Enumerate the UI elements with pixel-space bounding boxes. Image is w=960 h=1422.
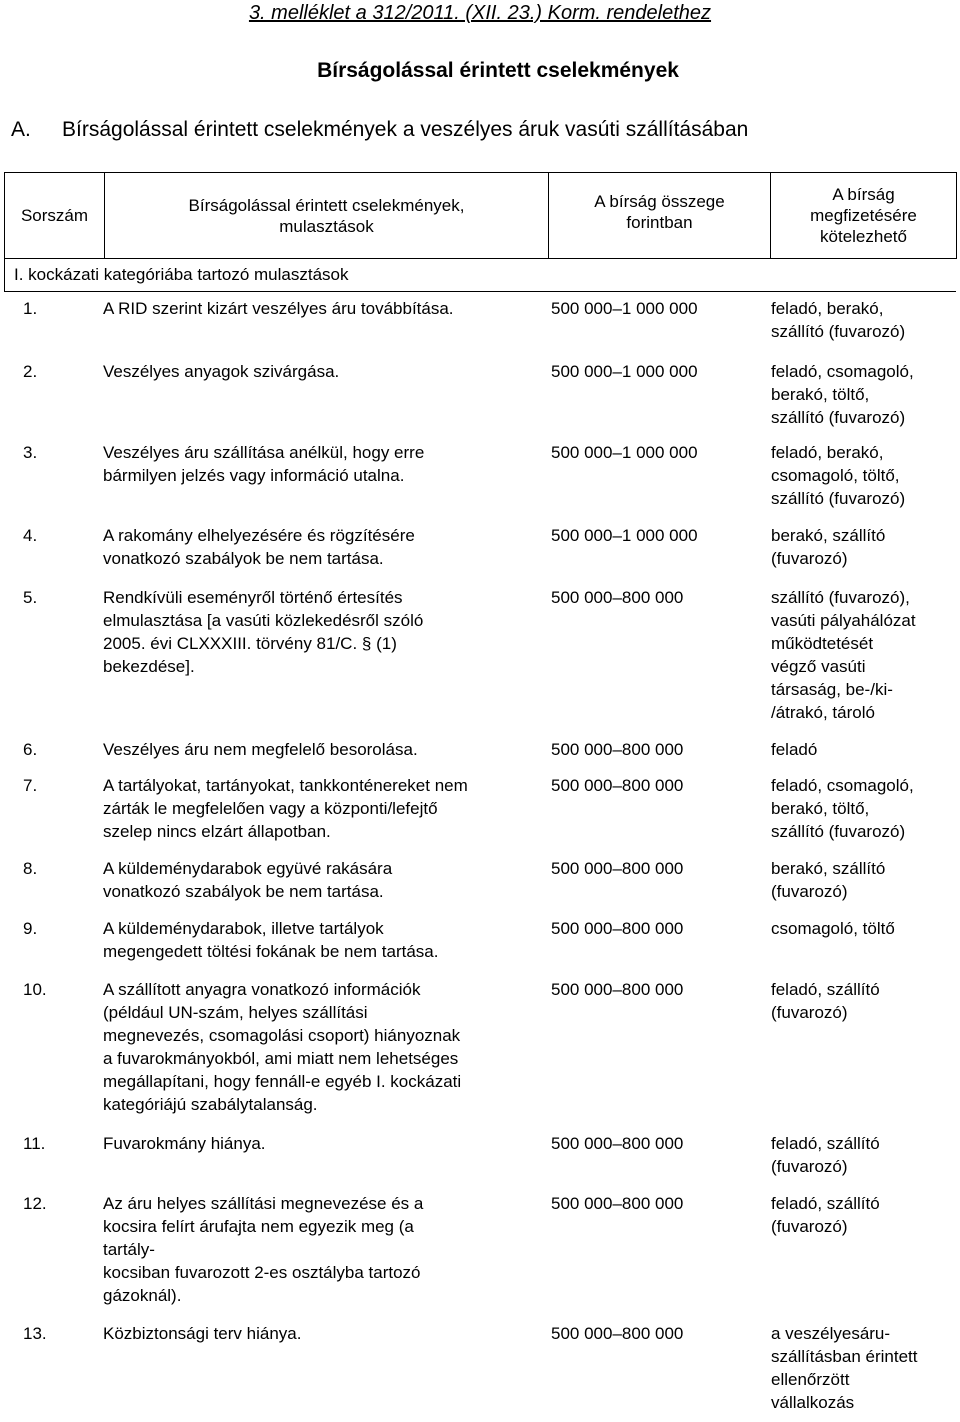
header-cell-payer [771,173,957,259]
liable-party-line: /átrakó, tároló [771,703,875,722]
description-line: kategóriájú szabálytalanság. [103,1095,318,1114]
description-line: A szállított anyagra vonatkozó információk [103,980,421,999]
description-line: gázoknál). [103,1286,182,1305]
liable-party-line: feladó, berakó, [771,299,884,318]
description-line: Fuvarokmány hiánya. [103,1134,266,1153]
liable-party-line: (fuvarozó) [771,1157,848,1176]
liable-party-line: végző vasúti [771,657,866,676]
description-line: megállapítani, hogy fennáll-e egyéb I. kockázati [103,1072,462,1091]
liable-party-line: szállító (fuvarozó), [771,588,910,607]
description-line: zárták le megfelelően vagy a központi/lefejtő [103,799,438,818]
description-line: Veszélyes áru nem megfelelő besorolása. [103,740,418,759]
row-description [103,297,547,320]
liable-party-line: berakó, szállító [771,526,886,545]
row-description [103,774,547,843]
row-number: 11. [23,1134,46,1153]
liable-party-line: feladó, csomagoló, [771,776,914,795]
liable-party-line: (fuvarozó) [771,1217,848,1236]
description-line: vonatkozó szabályok be nem tartása. [103,882,384,901]
fine-amount: 500 000–1 000 000 [551,299,698,318]
fine-amount: 500 000–1 000 000 [551,362,698,381]
row-number: 4. [23,526,38,545]
header-cell-description [105,173,549,259]
description-line: Rendkívüli eseményről történő értesítés [103,588,403,607]
header-amount-label: A bírság összege forintban [594,192,725,232]
section-letter: A. [11,118,31,141]
row-description [103,1132,547,1155]
liable-party-line: vállalkozás [771,1393,855,1412]
fine-amount: 500 000–800 000 [551,588,684,607]
row-number: 13. [23,1324,47,1343]
liable-party-line: feladó, szállító [771,1134,880,1153]
liable-party-line: (fuvarozó) [771,1003,848,1022]
description-line: megnevezés, csomagolási csoport) hiányoznak [103,1026,461,1045]
row-number: 7. [23,776,38,795]
liable-party-line: (fuvarozó) [771,549,848,568]
row-description [103,360,547,383]
liable-party [771,774,954,843]
liable-party-line: szállító (fuvarozó) [771,489,906,508]
liable-party-line: berakó, töltő, [771,799,870,818]
description-line: A küldeménydarabok együvé rakására [103,859,393,878]
row-number: 12. [23,1194,47,1213]
header-cell-number [5,173,105,259]
description-line: A RID szerint kizárt veszélyes áru továbbítása. [103,299,454,318]
description-line: Veszélyes áru szállítása anélkül, hogy erre [103,443,425,462]
fine-amount: 500 000–800 000 [551,859,684,878]
liable-party [771,917,954,940]
row-description [103,1322,547,1345]
row-number: 1. [23,299,38,318]
fine-amount: 500 000–1 000 000 [551,526,698,545]
liable-party-line: ellenőrzött [771,1370,850,1389]
row-description [103,1192,547,1307]
liable-party [771,978,954,1024]
header-cell-amount [549,173,771,259]
description-line: Veszélyes anyagok szivárgása. [103,362,340,381]
liable-party-line: feladó, csomagoló, [771,362,914,381]
liable-party [771,1322,954,1414]
fine-amount: 500 000–800 000 [551,776,684,795]
description-line: tartály- [103,1240,155,1259]
fine-amount: 500 000–800 000 [551,1194,684,1213]
description-line: a fuvarokmányokból, ami miatt nem lehetséges [103,1049,459,1068]
description-line: megengedett töltési fokának be nem tartása. [103,942,439,961]
row-number: 2. [23,362,38,381]
description-line: bekezdése]. [103,657,195,676]
liable-party [771,738,954,761]
description-line: A rakomány elhelyezésére és rögzítésére [103,526,415,545]
row-number: 5. [23,588,38,607]
liable-party-line: a veszélyesáru- [771,1324,891,1343]
description-line: szelep nincs elzárt állapotban. [103,822,331,841]
liable-party-line: szállításban érintett [771,1347,918,1366]
liable-party-line: feladó [771,740,818,759]
fine-amount: 500 000–800 000 [551,1324,684,1343]
row-description [103,586,547,678]
row-description [103,978,547,1116]
description-line: Közbiztonsági terv hiánya. [103,1324,302,1343]
row-description [103,917,547,963]
row-description [103,857,547,903]
liable-party-line: társaság, be-/ki- [771,680,893,699]
liable-party-line: feladó, berakó, [771,443,884,462]
liable-party [771,1192,954,1238]
liable-party-line: vasúti pályahálózat [771,611,916,630]
liable-party [771,441,954,510]
fine-amount: 500 000–1 000 000 [551,443,698,462]
description-line: 2005. évi CLXXXIII. törvény 81/C. § (1) [103,634,397,653]
row-description [103,524,547,570]
row-number: 9. [23,919,38,938]
fine-amount: 500 000–800 000 [551,1134,684,1153]
header-number-label: Sorszám [20,206,89,225]
description-line: vonatkozó szabályok be nem tartása. [103,549,384,568]
document-title: Bírságolással érintett cselekmények [317,59,679,82]
liable-party [771,857,954,903]
header-description-label: Bírságolással érintett cselekmények, mulasztások [188,195,465,236]
liable-party-line: szállító (fuvarozó) [771,408,906,427]
liable-party [771,586,954,724]
description-line: kocsiban fuvarozott 2-es osztályba tartozó [103,1263,421,1282]
row-description [103,738,547,761]
fine-amount: 500 000–800 000 [551,740,684,759]
row-number: 6. [23,740,38,759]
liable-party [771,524,954,570]
row-description [103,441,547,487]
liable-party-line: szállító (fuvarozó) [771,322,906,341]
fine-amount: 500 000–800 000 [551,980,684,999]
description-line: A küldeménydarabok, illetve tartályok [103,919,384,938]
liable-party-line: szállító (fuvarozó) [771,822,906,841]
liable-party-line: (fuvarozó) [771,882,848,901]
liable-party [771,1132,954,1178]
description-line: Az áru helyes szállítási megnevezése és a [103,1194,424,1213]
liable-party-line: berakó, töltő, [771,385,870,404]
description-line: (például UN-szám, helyes szállítási [103,1003,368,1022]
liable-party-line: működtetését [771,634,874,653]
category-label: I. kockázati kategóriába tartozó mulasztások [14,265,349,284]
liable-party [771,297,954,343]
description-line: A tartályokat, tartányokat, tankkonténereket nem [103,776,468,795]
description-line: elmulasztása [a vasúti közlekedésről szóló [103,611,424,630]
liable-party-line: feladó, szállító [771,1194,880,1213]
header-bottom-rule [4,291,956,292]
header-payer-label: A bírság megfizetésére kötelezhető [810,185,917,246]
description-line: kocsira felírt árufajta nem egyezik meg (a [103,1217,414,1236]
row-number: 3. [23,443,38,462]
liable-party-line: feladó, szállító [771,980,880,999]
row-number: 8. [23,859,38,878]
description-line: bármilyen jelzés vagy információ utalna. [103,466,405,485]
fine-amount: 500 000–800 000 [551,919,684,938]
annex-title: 3. melléklet a 312/2011. (XII. 23.) Korm. rendelethez [248,2,712,24]
liable-party [771,360,954,429]
row-number: 10. [23,980,47,999]
section-title: Bírságolással érintett cselekmények a veszélyes áruk vasúti szállításában [62,118,749,141]
liable-party-line: csomagoló, töltő, [771,466,900,485]
liable-party-line: berakó, szállító [771,859,886,878]
liable-party-line: csomagoló, töltő [771,919,895,938]
